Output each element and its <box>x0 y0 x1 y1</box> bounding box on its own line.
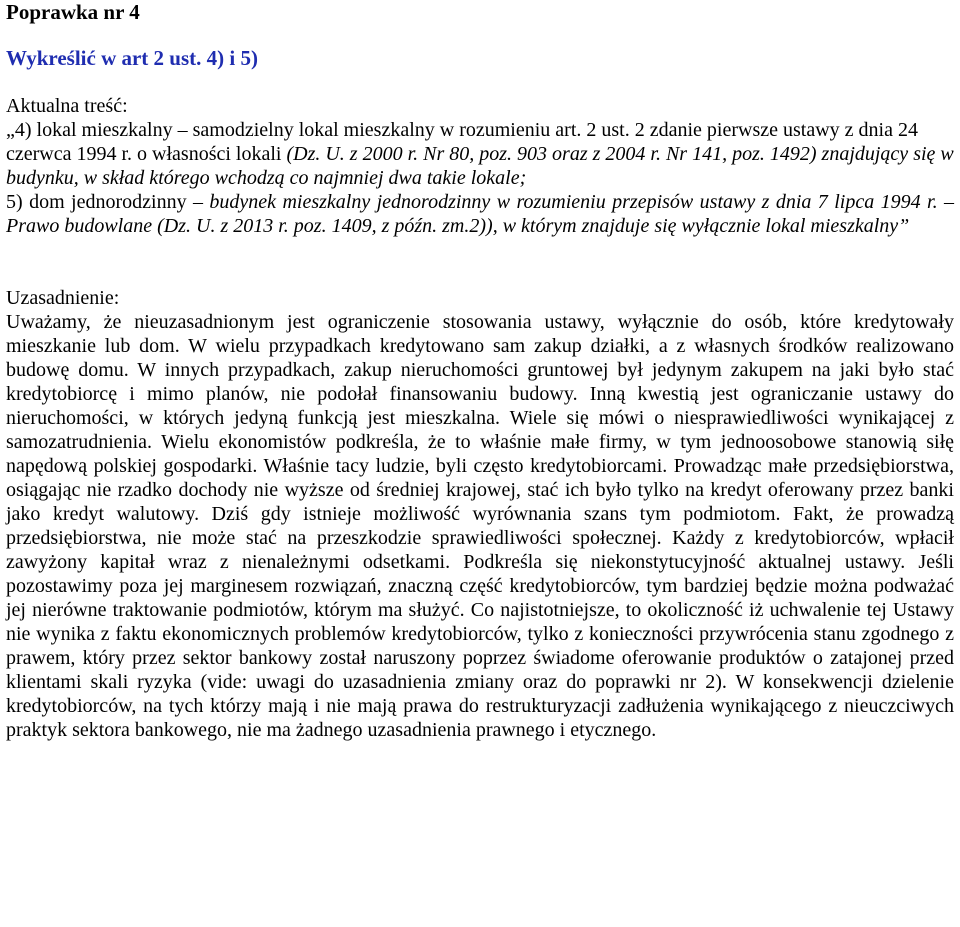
item-4-italic: (Dz. U. z 2000 r. Nr 80, poz. 903 oraz z 2004 r. Nr 141, poz. 1492) znajdujący się w budynku, w skład którego wchodzą co najmniej dwa takie lokale; <box>6 143 954 189</box>
justification-text: Uważamy, że nieuzasadnionym jest ograniczenie stosowania ustawy, wyłącznie do osób, które kredytowały mieszkanie lub dom. W wielu przypadkach kredytowano sam zakup działki, a z własnych środków realizowano budowę domu. W innych przypadkach, zakup nieruchomości gruntowej był jedynym zakupem na jaki było stać kredytobiorcę i mimo planów, nie podołał finansowaniu budowy. Inną kwestią jest ograniczanie ustawy do nieruchomości, w których jedyną funkcją jest mieszkalna. Wiele się mówi o niesprawiedliwości wynikającej z samozatrudnienia. Wielu ekonomistów podkreśla, że to właśnie małe firmy, w tym jednoosobowe stanowią siłę napędową polskiej gospodarki. Właśnie tacy ludzie, byli często kredytobiorcami. Prowadząc małe przedsiębiorstwa, osiągając nie rzadko dochody nie wyższe od średniej krajowej, stać ich było tylko na kredyt oferowany przez banki jako kredyt walutowy. Dziś gdy istnieje możliwość wyrównania szans tym podmiotom. Fakt, że prowadzą przedsiębiorstwa, nie może stać na przeszkodzie sprawiedliwości społecznej. Każdy z kredytobiorców, wpłacił zawyżony kapitał wraz z nienależnymi odsetkami. Podkreśla się niekonstytucyjność aktualnej ustawy. Jeśli pozostawimy poza jej marginesem rozwiązań, znaczną część kredytobiorców, tym bardziej będzie można podważać jej nierówne traktowanie podmiotów, którym ma służyć. Co najistotniejsze, to okoliczność iż uchwalenie tej Ustawy nie wynika z faktu ekonomicznych problemów kredytobiorców, tylko z konieczności przywrócenia stanu zgodnego z prawem, który przez sektor bankowy został naruszony poprzez świadome oferowanie produktów o zatajonej przed klientami skali ryzyka (vide: uwagi do uzasadnienia zmiany oraz do poprawki nr 2). W konsekwencji dzielenie kredytobiorców, na tych którzy mają i nie mają prawa do restrukturyzacji zadłużenia wynikającego z nieuczciwych praktyk sektora bankowego, nie ma żadnego uzasadnienia prawnego i etycznego. <box>6 311 954 741</box>
amendment-instruction: Wykreślić w art 2 ust. 4) i 5) <box>6 46 258 70</box>
item-5-plain: 5) dom jednorodzinny – <box>6 191 210 213</box>
item-4-plain: „4) lokal mieszkalny – samodzielny lokal mieszkalny w rozumieniu art. 2 ust. 2 zdanie pierwsze ustawy z dnia 24 czerwca 1994 r. o własności lokali <box>6 119 918 165</box>
current-text-label: Aktualna treść: <box>6 95 128 117</box>
document-page <box>6 0 954 742</box>
document-heading: Poprawka nr 4 <box>6 0 140 24</box>
item-5-italic: budynek mieszkalny jednorodzinny w rozumieniu przepisów ustawy z dnia 7 lipca 1994 r. – Prawo budowlane (Dz. U. z 2013 r. poz. 1409, z późn. zm.2)), w którym znajduje się wyłącznie lokal mieszkalny” <box>6 191 955 237</box>
quoted-item-4 <box>6 118 954 190</box>
quoted-item-5 <box>6 190 954 238</box>
justification-label: Uzasadnienie: <box>6 287 120 309</box>
